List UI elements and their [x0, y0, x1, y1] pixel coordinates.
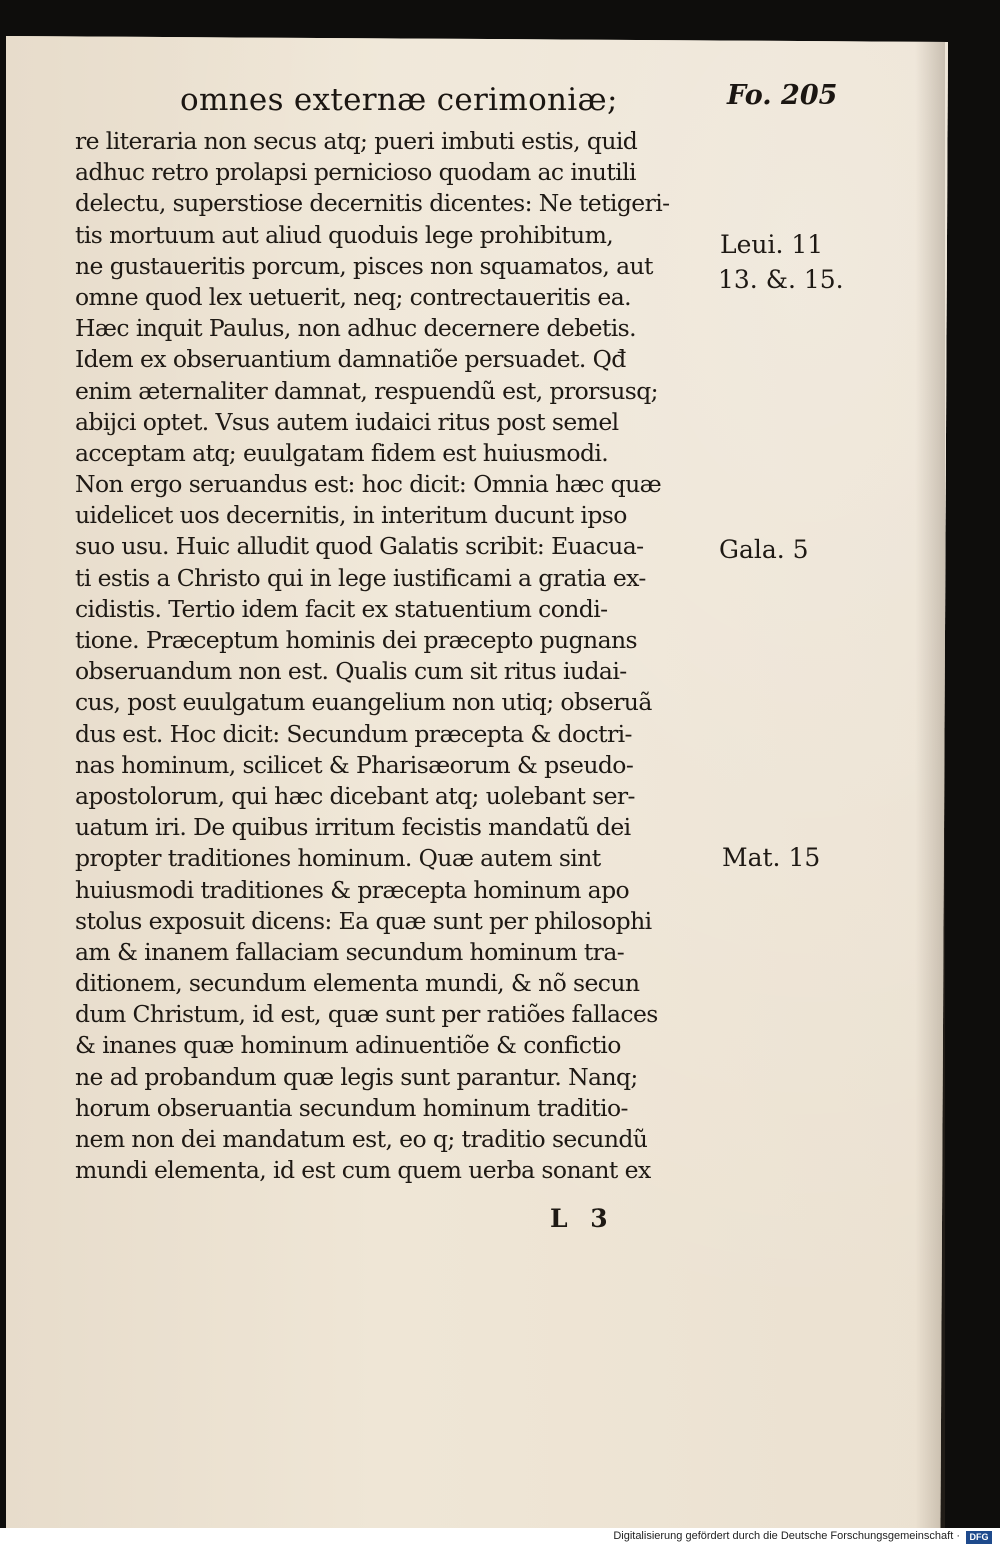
- text-line: ti estis a Christo qui in lege iustificami a gratia ex-: [75, 563, 646, 592]
- text-line: propter traditiones hominum. Quæ autem sint: [75, 844, 601, 873]
- text-line: delectu, superstiose decernitis dicentes: Ne tetigeri-: [75, 189, 670, 218]
- text-line: obseruandum non est. Qualis cum sit ritus iudai-: [75, 657, 627, 686]
- text-line: tis mortuum aut aliud quoduis lege prohibitum,: [75, 220, 614, 249]
- text-line: nem non dei mandatum est, eo q; traditio secundũ: [75, 1125, 648, 1153]
- text-line: Hæc inquit Paulus, non adhuc decernere debetis.: [75, 314, 636, 343]
- text-line: Non ergo seruandus est: hoc dicit: Omnia hæc quæ: [75, 470, 662, 499]
- text-line: stolus exposuit dicens: Ea quæ sunt per philosophi: [75, 906, 652, 935]
- funding-credit: Digitalisierung gefördert durch die Deutsche Forschungsgemeinschaft ·: [613, 1530, 960, 1542]
- footer-bar: [0, 1528, 1000, 1547]
- text-line: cidistis. Tertio idem facit ex statuentium condi-: [75, 594, 608, 623]
- text-line: Idem ex obseruantium damnatiõe persuadet. Qđ: [75, 345, 626, 374]
- text-line: omne quod lex uetuerit, neq; contrectaueritis ea.: [75, 282, 631, 311]
- text-line: re literaria non secus atq; pueri imbuti estis, quid: [75, 127, 638, 155]
- running-title: omnes externæ cerimoniæ;: [180, 82, 618, 118]
- marginal-note-matthew: Mat. 15: [722, 843, 821, 872]
- text-line: cus, post euulgatum euangelium non utiq; obseruã: [75, 688, 652, 717]
- text-line: tione. Præceptum hominis dei præcepto pugnans: [75, 626, 637, 654]
- folio-number: Fo. 205: [727, 80, 838, 111]
- marginal-note-leviticus-chapters: 13. &. 15.: [718, 265, 844, 294]
- marginal-note-galatians: Gala. 5: [719, 535, 809, 564]
- text-line: & inanes quæ hominum adinuentiõe & confictio: [75, 1031, 621, 1060]
- text-line: huiusmodi traditiones & præcepta hominum apo: [75, 875, 630, 904]
- text-line: mundi elementa, id est cum quem uerba sonant ex: [75, 1156, 651, 1185]
- dfg-logo-icon: DFG: [966, 1531, 992, 1544]
- page-edge-shadow: [915, 42, 945, 1528]
- text-line: enim æternaliter damnat, respuendũ est, prorsusq;: [75, 376, 658, 405]
- signature-mark: L 3: [550, 1204, 608, 1233]
- text-line: abijci optet. Vsus autem iudaici ritus post semel: [75, 407, 619, 436]
- body-text: [75, 126, 715, 1186]
- text-line: adhuc retro prolapsi pernicioso quodam ac inutili: [75, 158, 636, 187]
- text-line: ne gustaueritis porcum, pisces non squamatos, aut: [75, 251, 653, 280]
- text-line: am & inanem fallaciam secundum hominum tra-: [75, 937, 625, 966]
- text-line: ne ad probandum quæ legis sunt parantur. Nanq;: [75, 1062, 638, 1091]
- text-line: dus est. Hoc dicit: Secundum præcepta & doctri-: [75, 719, 632, 748]
- text-line: acceptam atq; euulgatam fidem est huiusmodi.: [75, 438, 609, 467]
- text-line: apostolorum, qui hæc dicebant atq; uolebant ser-: [75, 781, 635, 810]
- text-line: nas hominum, scilicet & Pharisæorum & pseudo-: [75, 750, 634, 779]
- text-line: uatum iri. De quibus irritum fecistis mandatũ dei: [75, 813, 631, 842]
- text-line: suo usu. Huic alludit quod Galatis scribit: Euacua-: [75, 532, 644, 561]
- text-line: uidelicet uos decernitis, in interitum ducunt ipso: [75, 501, 627, 530]
- text-line: dum Christum, id est, quæ sunt per ratiões fallaces: [75, 1000, 658, 1029]
- marginal-note-leviticus: Leui. 11: [720, 230, 824, 259]
- text-line: ditionem, secundum elementa mundi, & nõ secun: [75, 969, 640, 998]
- text-line: horum obseruantia secundum hominum traditio-: [75, 1093, 628, 1122]
